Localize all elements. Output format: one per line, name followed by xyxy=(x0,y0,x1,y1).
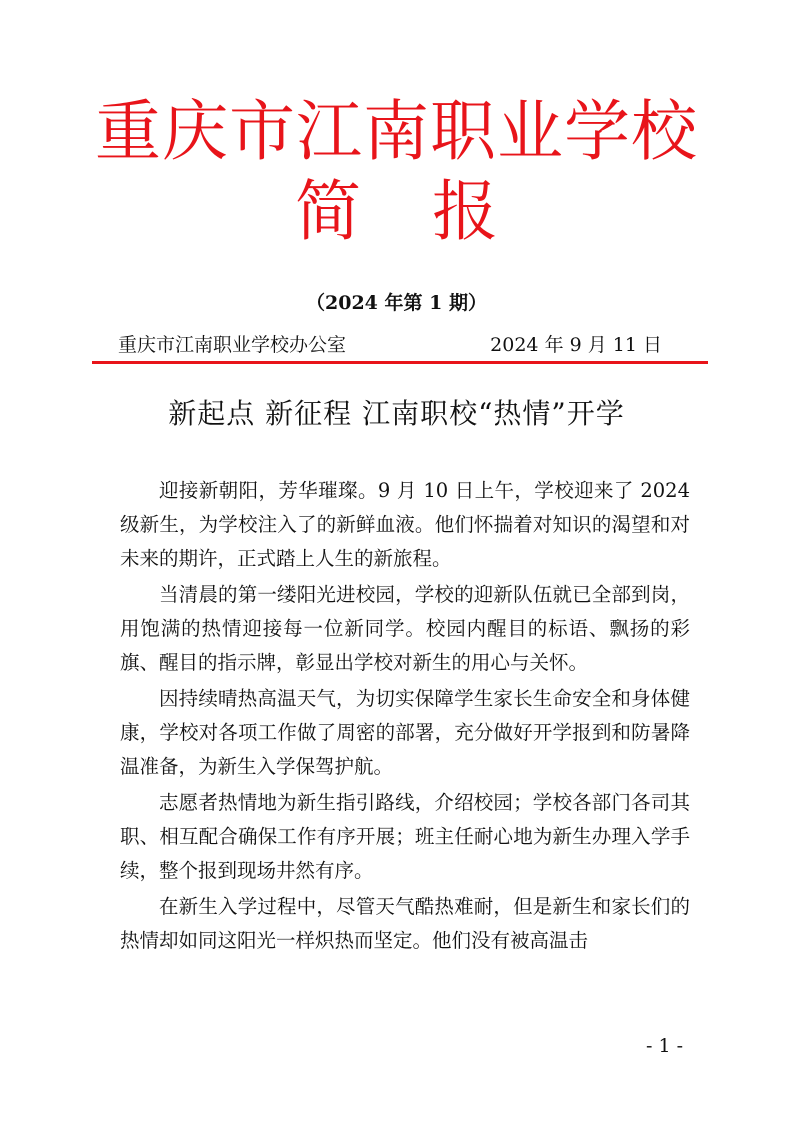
issuing-office: 重庆市江南职业学校办公室 xyxy=(118,334,347,356)
article-body xyxy=(120,474,690,960)
bulletin-heading: 简 报 xyxy=(295,173,498,250)
article-paragraph: 在新生入学过程中，尽管天气酷热难耐，但是新生和家长们的热情却如同这阳光一样炽热而坚定。他们没有被高温击 xyxy=(120,895,690,952)
article-title: 新起点 新征程 江南职校“热情”开学 xyxy=(168,397,625,430)
red-divider-line xyxy=(92,361,708,364)
issue-number: （2024 年第 1 期） xyxy=(306,292,487,314)
school-name-heading: 重庆市江南职业学校 xyxy=(95,93,698,170)
issue-date: 2024 年 9 月 11 日 xyxy=(490,334,662,356)
article-paragraph: 因持续晴热高温天气，为切实保障学生家长生命安全和身体健康，学校对各项工作做了周密的部署，充分做好开学报到和防暑降温准备，为新生入学保驾护航。 xyxy=(120,687,690,778)
article-paragraph: 迎接新朝阳，芳华璀璨。9 月 10 日上午，学校迎来了 2024 级新生，为学校注入了的新鲜血液。他们怀揣着对知识的渴望和对未来的期许，正式踏上人生的新旅程。 xyxy=(120,479,690,570)
article-paragraph: 志愿者热情地为新生指引路线，介绍校园；学校各部门各司其职、相互配合确保工作有序开展；班主任耐心地为新生办理入学手续，整个报到现场井然有序。 xyxy=(120,791,690,882)
page-number: - 1 - xyxy=(645,1035,683,1057)
article-paragraph: 当清晨的第一缕阳光进校园，学校的迎新队伍就已全部到岗，用饱满的热情迎接每一位新同学。校园内醒目的标语、飘扬的彩旗、醒目的指示牌，彰显出学校对新生的用心与关怀。 xyxy=(120,583,690,674)
